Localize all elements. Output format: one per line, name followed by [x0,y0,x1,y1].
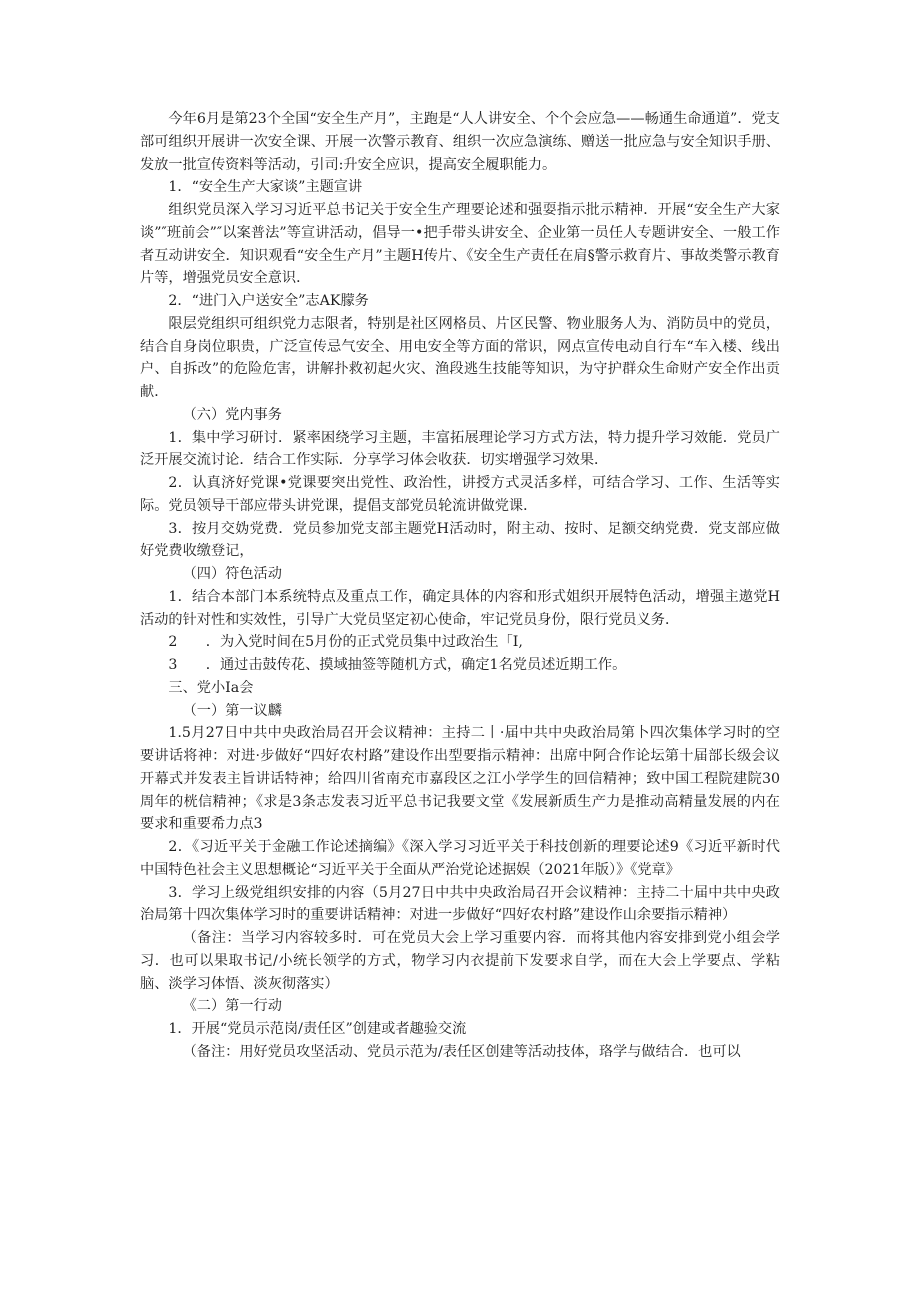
list-item-party-lesson: 2．认真济好党课•党课要突出党性、政治性，讲授方式灵活多样，可结合学习、工作、生活等实际。党员领导干部应带头讲党课，提倡支部党员轮流讲做党课． [140,475,780,514]
body-paragraph-door-to-door: 限层党组织可组织党力志限者，特别是社区网格员、片区民警、物业服务人为、消防员中的党员，结合自身岗位职贵，广泛宣传忌气安全、用电安全等方面的常识，网点宣传电动自行车“车入楼、线出户、自拆改”的危险危害，讲解扑救初起火灾、渔段逃生技能等知识，为守护群众生命财产安全作出贡献． [140,315,780,400]
document-page [140,108,780,1064]
body-paragraph-safety-talk: 组织党员深入学习习近平总书记关于安全生产理要论述和强耍指示批示精神．开展“安全生产大家谈”″班前会”″以案普法”等宣讲活动，倡导一•把手带头讲安全、企业第一员任人专题讲安全、一般工作者互动讲安全．知识观看“安全生产月”主题H传片、《安全生产责任在肩§警示救育片、事故类警示教育片等，增强党员安全意识． [140,202,780,287]
section-heading-special-activities: （四）符色活动 [182,566,282,582]
list-item-special-2: 2 ．为入党时间在5月份的正式党员集中过政治生「I, [168,634,523,651]
section-heading-first-action: 《二）第一行动 [182,998,282,1015]
list-item-topic-1: 1.5月27日中共中央政治局召开会议精神：主持二丨·届中共中央政治局第卜四次集体学习时的空要讲话将神：对进·步做好“四好农村路”建设作出型要指示精神：出席中阿合作论坛第十届部长级会议开幕式并发表主旨讲话特神；给四川省南充市嘉段区之江小学学生的回信精神；致中国工程院建院30周年的桄信精神；《求是3条志发表习近平总书记我要文堂《发展新质生产力是推动高精量发展的内在要求和重要希力点3 [140,725,780,833]
list-item-special-3: 3 ．通过击鼓传花、摸域抽签等随机方式，确定1名党员述近期工作。 [168,657,627,673]
section-heading-door-to-door: 2．“进门入户送安全”志AK朦务 [168,293,369,309]
list-item-special-1: 1．结合本部门本系统特点及重点工作，确定具体的内容和形式姐织开展特色活动，增强主遨党H活动的针对性和实效性，引导广大党员坚定初心使命，牢记党员身份，限行党员义务． [140,588,780,628]
note-paragraph-action: （备注：用好党员攻坚活动、党员示范为/表任区创建等活动技体，珞学与做结合．也可以 [182,1043,741,1060]
list-item-action-1: 1．开展“党员示范岗/责任区”创建或者趣验交流 [168,1021,467,1037]
list-item-topic-2: 2．《习近平关于金融工作论述摘编》《深入学习习近平关于科技创新的理要论述9《习近平新时代中国特色社会主义思想概论“习近平关于全面从严治党论述据娱（2021年版）》《党章》 [140,839,780,878]
list-item-party-dues: 3．按月交妫党费．党员参加党支部主题党H活动时，附主动、按时、足额交纳党费．党支部应做好党费收缴登记， [140,520,780,560]
section-heading-safety-talk: 1．“安全生产大家谈”主题宣讲 [168,179,363,196]
list-item-topic-3: 3．学习上级党组织安排的内容（5月27日中共中央政治局召开会议精神：主持二十届中共中央政治局第十四次集体学习时的重要讲话精神：对进一步做好“四好农村路”建设作山余要指示精神） [140,884,780,924]
section-heading-first-topic: （一）第一议麟 [182,702,282,719]
section-heading-party-affairs: （六）党内事务 [182,406,282,423]
note-paragraph-study: （备注：当学习内容较多时．可在党员大会上学习重要内容．而将其他内容安排到党小组会学习．也可以果取书记/小统长领学的方式，物学习内衣提前下发要求自学，而在大会上学要点、学粘脑、淡学习体悟、淡灰彻落实） [140,930,780,992]
section-heading-group-meeting: 三、党小Ia会 [168,679,254,696]
list-item-study: 1．集中学习研讨．紧率困绕学习主题，丰富拓展理论学习方式方法，特力提升学习效能．党员广泛开展交流讨论．结合工作实际．分享学习体会收获．切实增强学习效果． [140,429,780,469]
intro-paragraph: 今年6月是第23个全国“安全生产月”，主跑是“人人讲安全、个个会应急——畅通生命通道”．党支部可组织开展讲一次安全课、开展一次警示教育、组织一次应急演练、赠送一批应急与安全知识手册、发放一批宣传资料等活动，引司:升安全应识，提高安全履职能力。 [140,111,780,173]
